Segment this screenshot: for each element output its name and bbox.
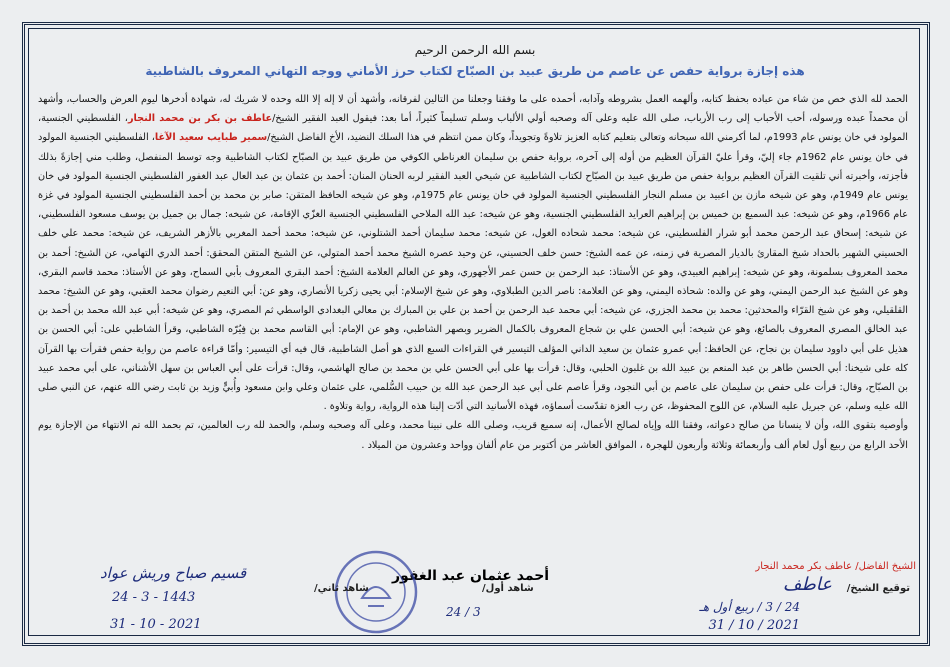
- witness1-label: شاهد أول/: [482, 583, 534, 594]
- student-name: سمير طبايب سعيد الآغا: [154, 132, 268, 144]
- sheikh-name: عاطف بن بكر بن محمد النجار: [127, 113, 273, 125]
- sheikh-sign-label: توقيع الشيخ/: [846, 583, 910, 594]
- certificate-body: [38, 90, 908, 455]
- sheikh-date-hijri: 24 / 3 / ربيع أول هـ: [699, 600, 800, 614]
- witness2-signature: قسيم صباح وريش عواد: [100, 564, 247, 582]
- opening-text: الحمد لله الذي خص من شاء من عباده بحفظ كتابه، وألهمه العمل بشروطه وآدابه، أحمده على ما وفقنا وجعلنا من التالين لفرقانه، وأشهد أن لا إله إلا الله وحده لا شريك له، شهادة أدخرها ليوم العرض والحساب، وأشهد أن محمداً عبده ورسوله، أحب الأحباب إلى رب الأرباب، صلى الله عليه وعلى آله وصحبه أولي الألباب وسلم تسليماً كثيراً، أما بعد: فيقول العبد الفقير الشيخ/: [38, 94, 908, 125]
- sheikh-intro-text: ، الفلسطيني الجنسية، المولود في خان يونس عام 1993م، لما أكرمني الله سبحانه وتعالى بتعليم كتابه العزيز تلاوةً وتجويداً، وكان ممن انتظم في هذا السلك النضيد، الأخ الفاضل الشيخ/: [38, 113, 908, 144]
- certificate-title: هذه إجازة برواية حفص عن عاصم من طريق عبيد بن الصبّاح لكتاب حرز الأماني ووجه التهاني المعروف بالشاطبية: [145, 64, 805, 78]
- sheikh-name-line: الشيخ الفاضل/ عاطف بكر محمد النجار: [755, 561, 916, 572]
- witness2-label: شاهد ثاني/: [314, 583, 369, 594]
- body-paragraph: [38, 90, 908, 416]
- witness1-date: 3 / 24: [446, 605, 481, 619]
- basmala: بسم الله الرحمن الرحيم: [414, 43, 536, 57]
- chain-of-narration-text: ، الفلسطيني الجنسية المولود في خان يونس عام 1962م جاء إليّ، وقرأ عليّ القرآن العظيم من أوله إلى آخره، برواية حفص بن سليمان الغرناطي الكوفي من طريق عبيد بن الصبّاح لكتاب الشاطبية وجه توسط المنفصل، وطلب مني إجازةً بذلك فأجزته، وأخبرته أني تلقيت القرآن العظيم برواية حفص من طريق عبيد بن الصبّاح لكتاب الشاطبية عن شيخي العبد الفقير لربه الحنان المنان: أحمد بن عثمان بن عبد العال عبد الغفور الفلسطيني الجنسية المولود في خان يونس عام 1949م، وهو عن شيخه مازن بن اعبيد بن مسلم النجار الفلسطيني الجنسية المولود في خان يونس عام 1975م، وهو عن شيخه الحافظ المتقن: صابر بن محمد بن أحمد الفلسطيني الجنسية المولود في غزة عام 1966م، وهو عن شيخه: عبد السميع بن خميس بن إبراهيم العرايد الفلسطيني الجنسية، وهو عن شيخه: عبد الله الملاحي الفلسطيني الجنسية الغزّي الإقامة، عن شيخه: جمال بن جميل بن يوسف مسعود الفلسطيني، عن شيخه: إسحاق عبد الرحمن محمد أبو شرار الفلسطيني، عن شيخه: محمد شحاده الغول، عن شيخه: محمد سليمان أحمد الشتلوني، عن شيخه: محمد أحمد المغربي بالأزهر الشريف، عن شيخه: محمد علي خلف الحسيني الشهير بالحداد شيخ المقارئ بالديار المصرية في زمنه، عن عمه الشيخ: حسن خلف الحسيني، عن وحيد عصره الشيخ محمد أحمد المتولي، عن الشيخ المتقن المحقق: أحمد الدري التهامي، عن الشيخ: أحمد بن محمد المعروف بسلمونة، وهو عن شيخه: إبراهيم العبيدي، وهو عن الأستاذ: عبد الرحمن بن حسن عمر الأجهوري، وهو عن العالم العلامة الشيخ: أحمد البقري المعروف بأبي السماح، وهو عن الأستاذ: محمد قاسم البقري، وهو عن الشيخ عبد الرحمن اليمني، وهو عن والده: شحاذه اليمني، وهو عن العلامة: ناصر الدين الطبلاوي، وهو عن شيخ الإسلام: أبي يحيى زكريا الأنصاري، وهو عن: أبي النعيم رضوان محمد العقبي، وهو عن الشيخ: محمد القلقيلي، وهو عن شيخ القرّاء والمحدثين: محمد بن محمد الجزري، عن شيخه: أبي محمد عبد الرحمن بن أحمد بن علي بن المبارك بن معالي البغدادي الواسطي ثم المصري، وهو عن شيخه: أبي عبد الله محمد بن أحمد بن عبد الخالق المصري المعروف بالصائغ، وهو عن شيخه: أبي الحسن علي بن شجاع المعروف بالكمال الضرير وبصهر الشاطبي، وهو عن الإمام: أبي القاسم محمد بن فِيُرّه الشاطبي، وقرأ الشاطبي على: أبي الحسن بن هذيل على أبي داوود سليمان بن نجاح، عن الحافظ: أبي عمرو عثمان بن سعيد الداني المؤلف التيسير في القراءات السبع الذي هو أصل الشاطبية، قال فيه أي التيسير: وأمّا قراءة عاصم من رواية حفص فقرأت بها القرآن كله على شيخنا: أبي الحسن طاهر بن عبد المنعم بن عبيد الله بن غلبون الحلبي، وقال: قرأت بها على أبي الحسن علي بن محمد بن صالح الهاشمي، وقال: قرأت على أبي العباس بن سهل الأشناني، على أبي محمد عبيد بن الصبّاح، وقال: قرأت على حفص بن سليمان على عاصم بن أبي النجود، وقرأ عاصم على أبي عبد الرحمن عبد الله بن حبيب السُّلمي، على عثمان وعلي وابن مسعود وأُبيٍّ وزيد بن ثابت رضي الله عنهم، عن النبي صلى الله عليه وسلم، عن جبريل عليه السلام، عن اللوح المحفوظ، عن رب العزة تقدّست أسماؤه، فهذه الأسانيد التي أدّت إلينا هذه الرواية، رواية وتلاوة .: [38, 132, 909, 413]
- witness2-date-gregorian: 2021 - 10 - 31: [110, 617, 202, 632]
- closing-paragraph: وأوصيه بتقوى الله، وأن لا ينسانا من صالح دعواته، وفقنا الله وإياه لصالح الأعمال، إنه سميع قريب، وصلى الله على نبينا محمد، وعلى آله وصحبه وسلم، والحمد لله رب العالمين، تم بحمد الله تم الانتهاء من الإجازة يوم الأحد الرابع من ربيع أول لعام ألف وأربعمائة وثلاثة وأربعون للهجرة ، الموافق العاشر من أكتوبر من عام ألفان وواحد وعشرون من الميلاد .: [38, 420, 908, 451]
- witness2-date-hijri: 1443 - 3 - 24: [112, 590, 196, 605]
- witness1-name: أحمد عثمان عبد الغفور: [392, 568, 550, 584]
- sheikh-signature: عاطف: [782, 574, 832, 595]
- sheikh-date-gregorian: 2021 / 10 / 31: [708, 618, 800, 633]
